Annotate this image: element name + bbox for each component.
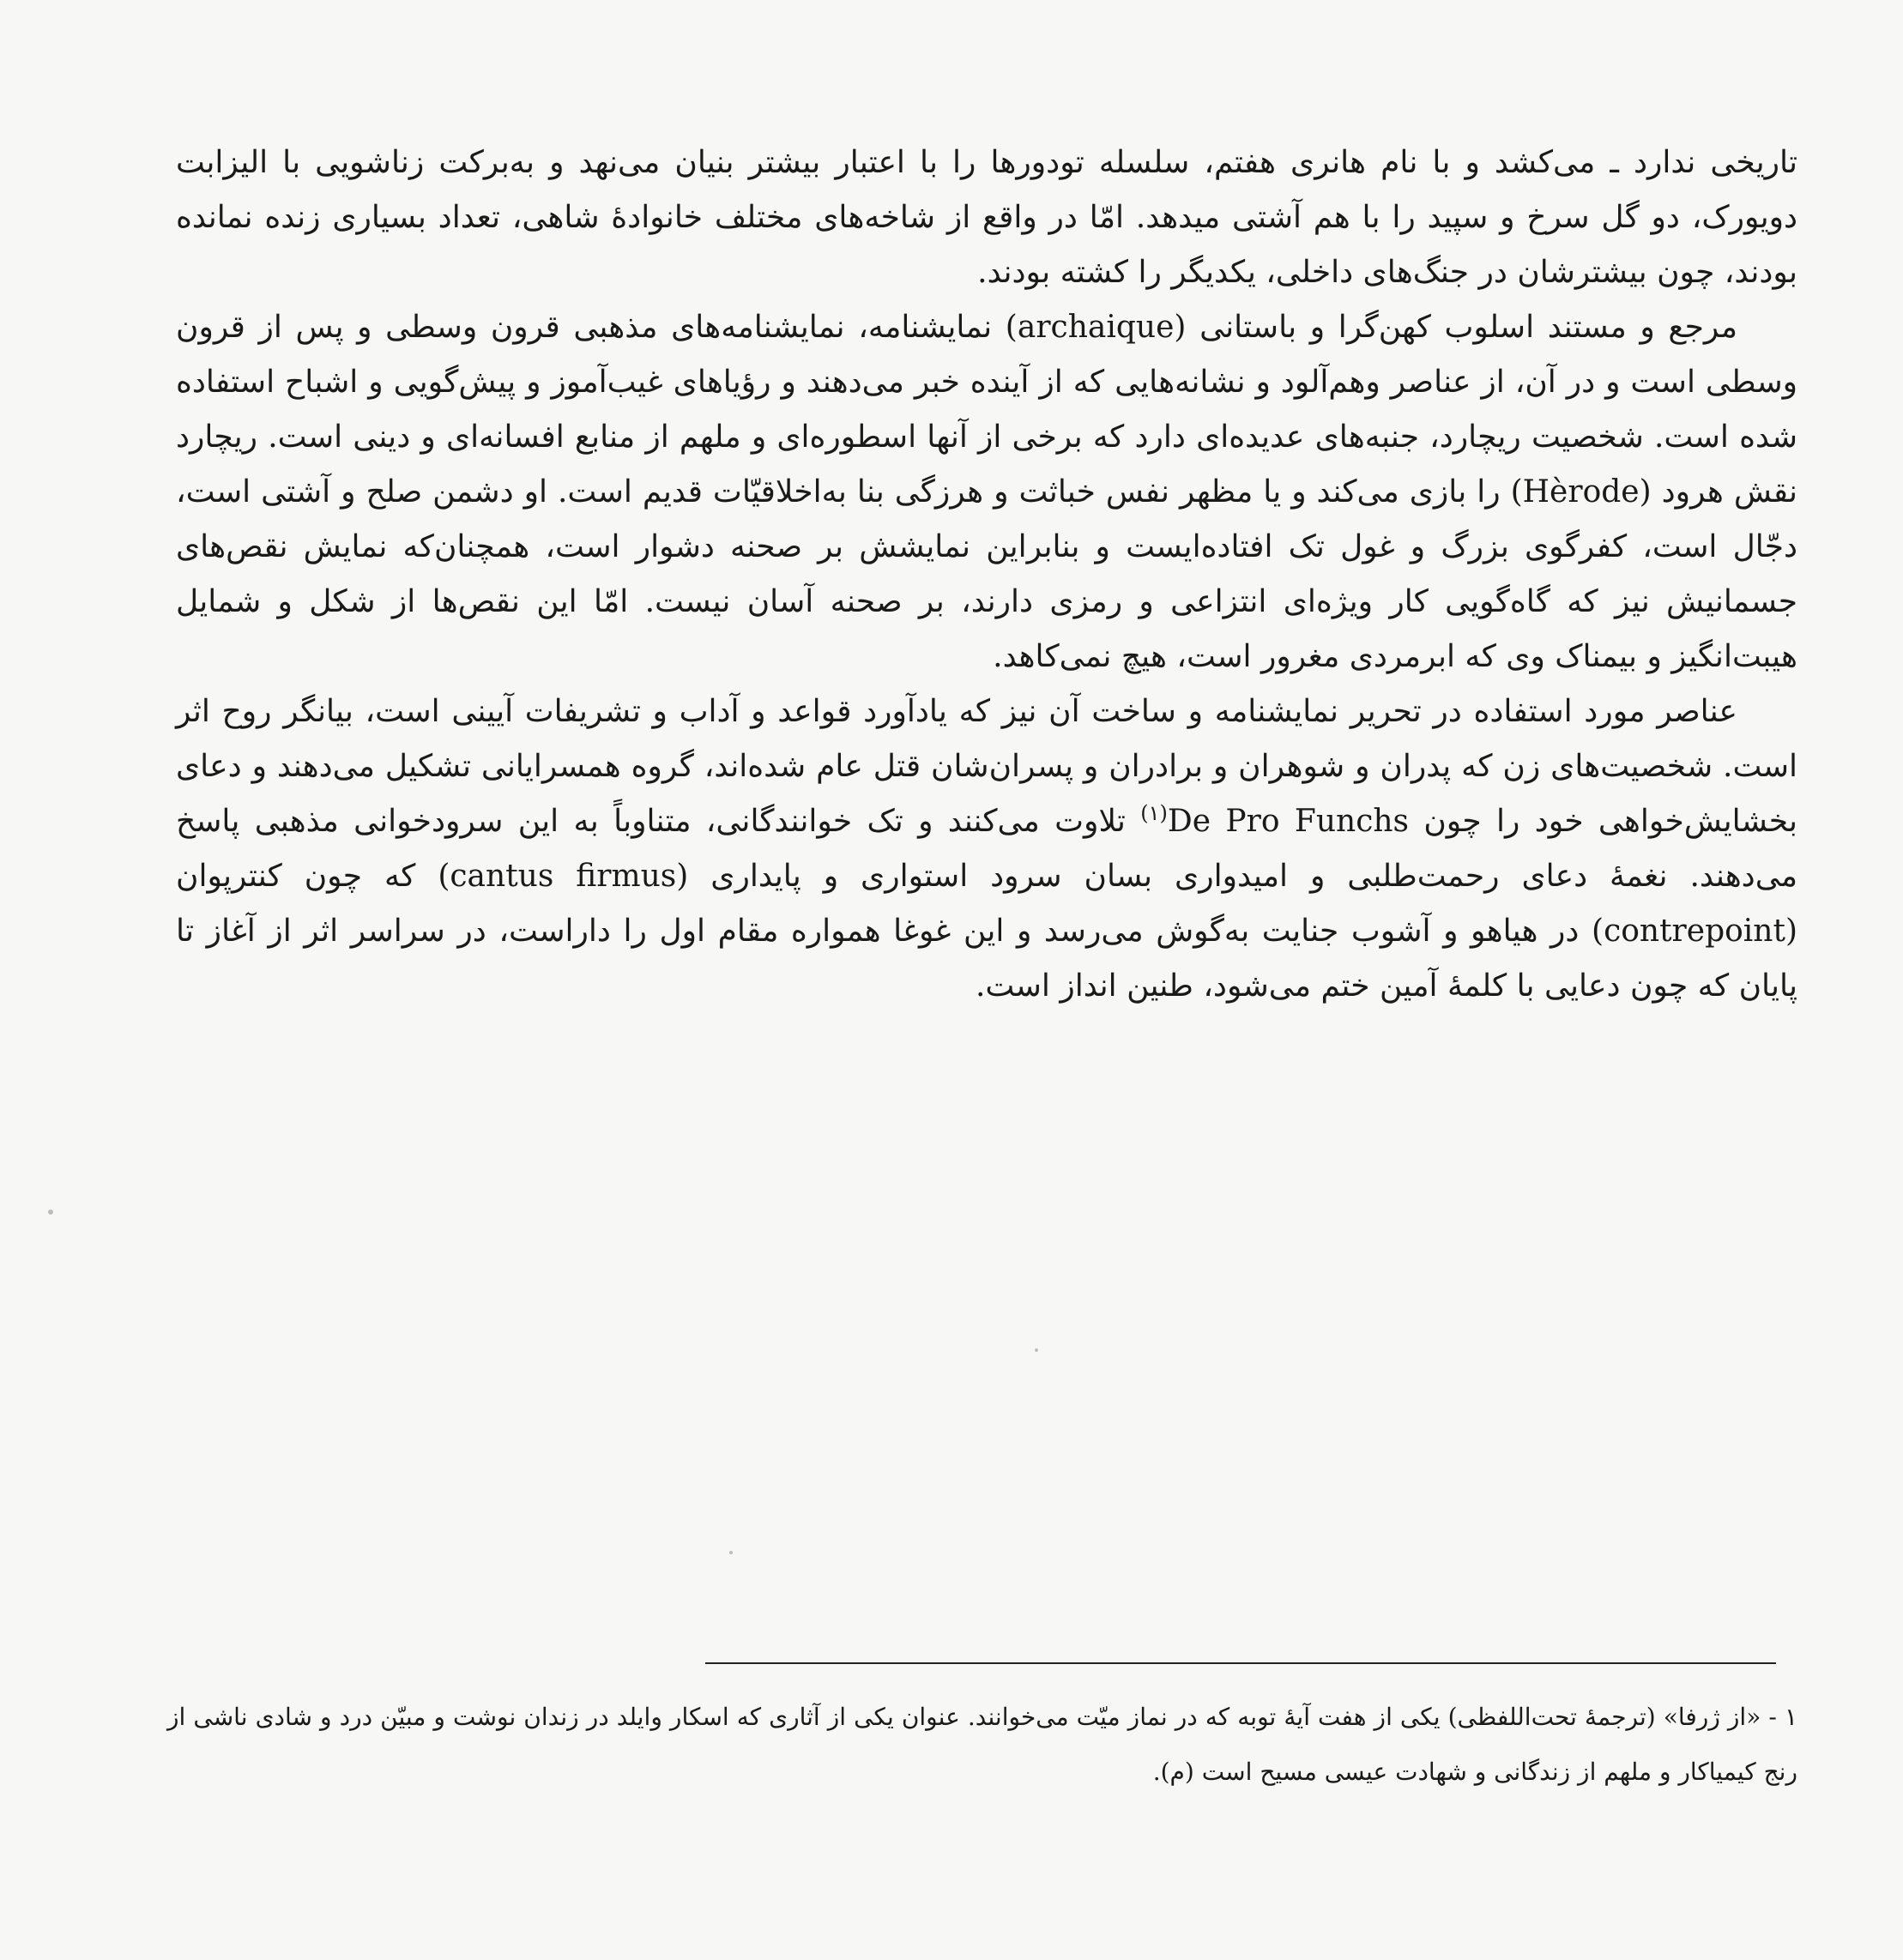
paragraph-text: ) که چون کنترپوان ( (176, 859, 1797, 949)
latin-term: De Pro Funchs (1167, 804, 1410, 839)
paragraph-1 (176, 136, 1797, 300)
paragraph-text: تاریخی ندارد ـ می‌کشد و با نام هانری هفتم، سلسله تودورها را با اعتبار بیشتر بنیان می‌نهد و به‌برکت زناشویی با الیزابت دویورک، دو گل سرخ و سپید را با هم آشتی میدهد. امّا در واقع از شاخه‌های مختلف خانوادهٔ شاهی، تعداد بسیاری زنده نمانده بودند، چون بیشترشان در جنگ‌های داخلی، یکدیگر را کشته بودند. (176, 145, 1798, 290)
latin-term: archaique (1017, 310, 1175, 345)
latin-term: Hèrode (1522, 474, 1640, 510)
paragraph-2 (176, 300, 1797, 684)
paragraph-text: تلاوت می‌کنند و تک خوانندگانی، متناوباً به این سرودخوانی مذهبی پاسخ می‌دهند. نغمهٔ دعای رحمت‌طلبی و امیدواری بسان سرود استواری و پایداری ( (176, 804, 1797, 894)
paragraph-text: ) نمایشنامه، نمایشنامه‌های مذهبی قرون وسطی و پس از قرون وسطی است و در آن، از عناصر وهم‌آلود و نشانه‌هایی که از آینده خبر می‌دهند و رؤیاهای غیب‌آموز و پیش‌گویی و اشباح استفاده شده است. شخصیت ریچارد، جنبه‌های عدیده‌ای دارد که برخی از آنها اسطوره‌ای و ملهم از منابع افسانه‌ای و دینی است. ریچارد نقش هرود ( (176, 310, 1797, 510)
paper-speck (48, 1209, 53, 1215)
footnote-reference: (۱) (1140, 801, 1168, 825)
paragraph-text: مرجع و مستند اسلوب کهن‌گرا و باستانی ( (1174, 310, 1737, 345)
paragraph-text: ) در هیاهو و آشوب جنایت به‌گوش می‌رسد و این غوغا همواره مقام اول را داراست، در سراسر اثر از آغاز تا پایان که چون دعایی با کلمهٔ آمین ختم می‌شود، طنین انداز است. (176, 914, 1797, 1004)
paper-speck (1035, 1348, 1038, 1352)
footnote-divider (705, 1662, 1776, 1664)
paragraph-text: ) را بازی می‌کند و یا مظهر نفس خباثت و هرزگی بنا به‌اخلاقیّات قدیم است. او دشمن صلح و آشتی است، دجّال است، کفرگوی بزرگ و غول تک افتاده‌ایست و بنابراین نمایشش بر صحنه دشوار است، همچنان‌که نمایش نقص‌های جسمانیش نیز که گاه‌گویی کار ویژه‌ای انتزاعی و رمزی دارند، بر صحنه آسان نیست. امّا این نقص‌ها از شکل و شمایل هیبت‌انگیز و بیمناک وی که ابرمردی مغرور است، هیچ نمی‌کاهد. (176, 474, 1797, 674)
paper-speck (729, 1551, 733, 1554)
footnote-1: ۱ - «از ژرفا» (ترجمهٔ تحت‌اللفظی) یکی از هفت آیهٔ توبه که در نماز میّت می‌خوانند. عنوان یکی از آثاری که اسکار وایلد در زندان نوشت و مبیّن درد و شادی ناشی از رنج کیمیاکار و ملهم از زندگانی و شهادت عیسی مسیح است (م). (167, 1703, 1797, 1786)
footnotes (167, 1690, 1797, 1800)
paragraph-text: عناصر مورد استفاده در تحریر نمایشنامه و ساخت آن نیز که یادآورد قواعد و آداب و تشریفات آیینی است، بیانگر روح اثر است. شخصیت‌های زن که پدران و شوهران و برادران و پسران‌شان قتل عام شده‌اند، گروه همسرایانی تشکیل می‌دهند و دعای بخشایش‌خواهی خود را چون (176, 694, 1797, 839)
latin-term: cantus firmus (450, 859, 677, 894)
paragraph-3 (176, 684, 1797, 1014)
main-text (176, 136, 1797, 1014)
latin-term: contrepoint (1604, 914, 1785, 949)
